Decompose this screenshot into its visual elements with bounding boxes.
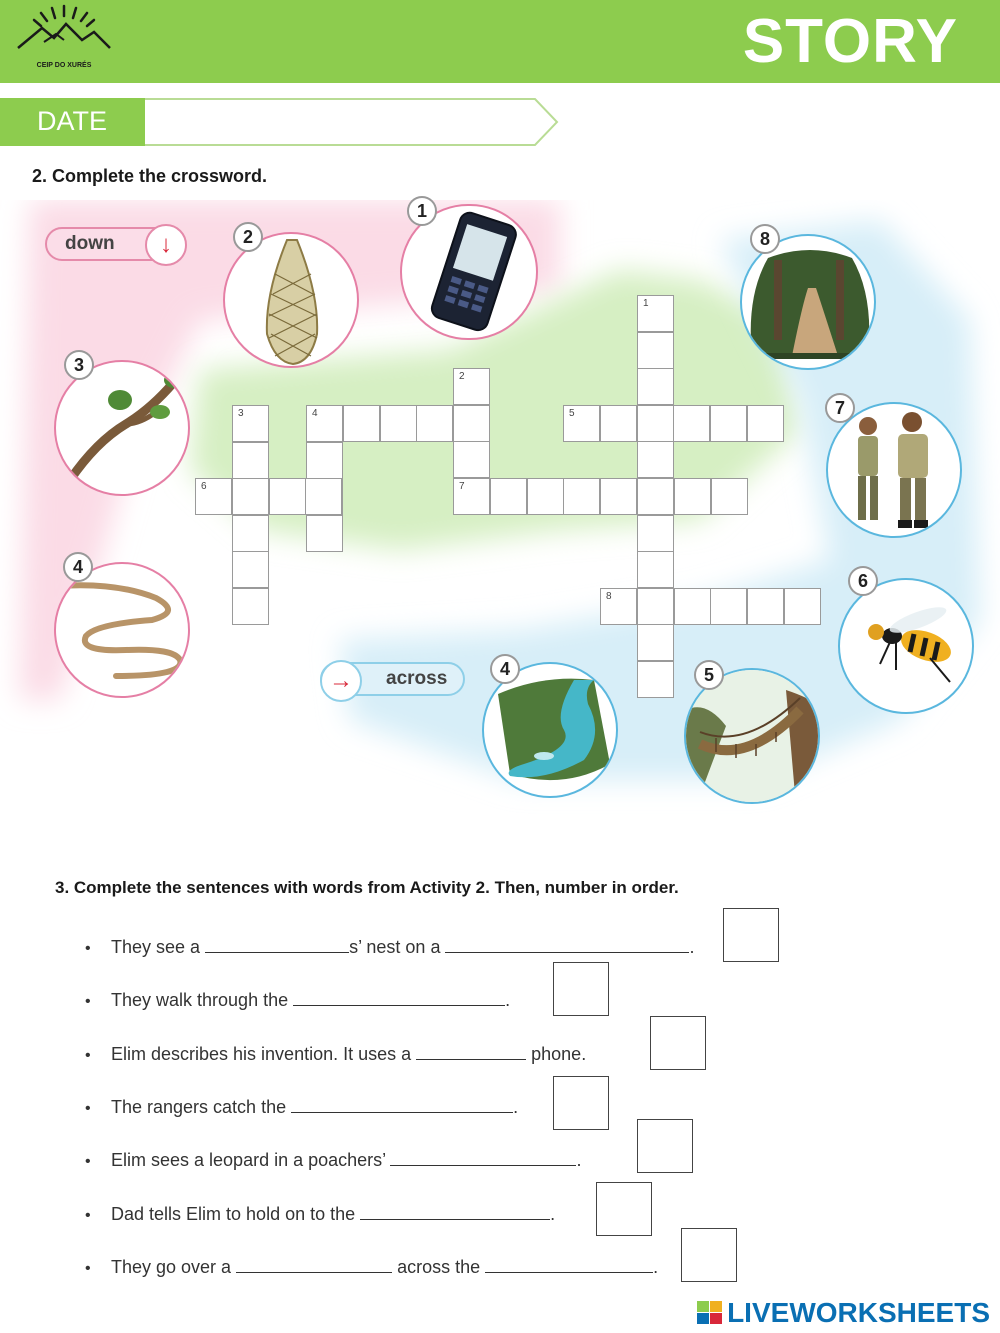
river-icon — [484, 664, 618, 798]
bullet-icon: • — [85, 940, 91, 957]
crossword-cell[interactable] — [637, 405, 674, 442]
arrow-down-icon: ↓ — [145, 224, 187, 266]
crossword-cell[interactable] — [232, 551, 269, 588]
crossword-cell[interactable] — [784, 588, 821, 625]
crossword-cell[interactable] — [711, 478, 748, 515]
sentence-1 — [85, 937, 694, 958]
crossword-clue-number: 3 — [238, 408, 244, 419]
crossword-cell[interactable] — [747, 588, 784, 625]
rangers-icon — [828, 404, 962, 538]
clue-number-across-6: 6 — [848, 566, 878, 596]
crossword-cell[interactable] — [563, 478, 600, 515]
bullet-icon: • — [85, 1207, 91, 1224]
crossword-cell[interactable] — [637, 332, 674, 369]
crossword-cell[interactable] — [232, 442, 269, 479]
clue-number-down-3: 3 — [64, 350, 94, 380]
sentence-4 — [85, 1097, 518, 1118]
crossword-cell[interactable] — [637, 368, 674, 405]
crossword-clue-number: 2 — [459, 371, 465, 382]
sentence-end: . — [513, 1097, 519, 1117]
crossword-clue-number: 4 — [312, 408, 318, 419]
crossword-cell[interactable] — [306, 442, 343, 479]
answer-blank[interactable] — [445, 937, 689, 953]
answer-blank[interactable] — [236, 1257, 392, 1273]
sentence-text: The rangers catch the — [111, 1097, 292, 1117]
order-number-box[interactable] — [553, 1076, 609, 1130]
order-number-box[interactable] — [637, 1119, 693, 1173]
liveworksheets-brand: LIVEWORKSHEETS — [727, 1297, 990, 1328]
clue-down-2-net — [223, 232, 359, 368]
crossword-cell[interactable] — [637, 624, 674, 661]
forest-path-icon — [742, 236, 876, 370]
sentence-2 — [85, 990, 510, 1011]
answer-blank[interactable] — [485, 1257, 653, 1273]
crossword-cell[interactable] — [600, 405, 637, 442]
crossword-cell[interactable] — [637, 661, 674, 698]
crossword-cell[interactable] — [747, 405, 784, 442]
answer-blank[interactable] — [390, 1150, 576, 1166]
branch-icon — [56, 362, 190, 496]
bullet-icon: • — [85, 1153, 91, 1170]
crossword-clue-number: 1 — [643, 298, 649, 309]
logo-text: CEIP DO XURÉS — [36, 62, 92, 69]
crossword-cell[interactable] — [306, 515, 343, 552]
clue-down-4-rope — [54, 562, 190, 698]
liveworksheets-logo-icon — [697, 1301, 723, 1325]
clue-number-down-4: 4 — [63, 552, 93, 582]
sentence-end: . — [576, 1150, 582, 1170]
down-label — [45, 227, 185, 261]
down-text: down — [65, 233, 115, 254]
order-number-box[interactable] — [553, 962, 609, 1016]
crossword-cell[interactable] — [673, 405, 710, 442]
sentence-7 — [85, 1257, 658, 1278]
crossword-cell[interactable] — [380, 405, 417, 442]
bullet-icon: • — [85, 993, 91, 1010]
order-number-box[interactable] — [596, 1182, 652, 1236]
crossword-cell[interactable] — [527, 478, 564, 515]
crossword-cell[interactable] — [674, 478, 711, 515]
bullet-icon: • — [85, 1047, 91, 1064]
answer-blank[interactable] — [360, 1204, 550, 1220]
clue-number-across-5: 5 — [694, 660, 724, 690]
crossword-cell[interactable] — [600, 478, 637, 515]
crossword-cell[interactable] — [710, 405, 747, 442]
clue-down-3-branch — [54, 360, 190, 496]
answer-blank[interactable] — [205, 937, 349, 953]
order-number-box[interactable] — [681, 1228, 737, 1282]
order-number-box[interactable] — [650, 1016, 706, 1070]
sentence-5 — [85, 1150, 582, 1171]
crossword-cell[interactable] — [637, 588, 674, 625]
activity3-title: 3. Complete the sentences with words from Activity 2. Then, number in order. — [55, 878, 679, 897]
clue-number-down-1: 1 — [407, 196, 437, 226]
crossword-cell[interactable] — [637, 478, 674, 515]
crossword-cell[interactable] — [490, 478, 527, 515]
activity2-title: 2. Complete the crossword. — [32, 166, 268, 186]
sentence-text: Elim sees a leopard in a poachers’ — [111, 1150, 391, 1170]
clue-number-across-4: 4 — [490, 654, 520, 684]
crossword-clue-number: 6 — [201, 481, 207, 492]
sentence-3 — [85, 1044, 586, 1065]
sentence-text: across the — [392, 1257, 486, 1277]
sentence-end: . — [689, 937, 695, 957]
order-number-box[interactable] — [723, 908, 779, 962]
crossword-clue-number: 5 — [569, 408, 575, 419]
clue-number-down-2: 2 — [233, 222, 263, 252]
clue-number-across-8: 8 — [750, 224, 780, 254]
crossword-cell[interactable] — [710, 588, 747, 625]
sentence-end: . — [550, 1204, 556, 1224]
crossword-cell[interactable] — [453, 441, 490, 478]
crossword-clue-number: 8 — [606, 591, 612, 602]
crossword-cell[interactable] — [453, 405, 490, 442]
crossword-cell[interactable] — [269, 478, 306, 515]
clue-across-8-forest-path — [740, 234, 876, 370]
sentence-text: They go over a — [111, 1257, 237, 1277]
sentence-text: They see a — [111, 937, 206, 957]
sentence-text: phone. — [526, 1044, 587, 1064]
date-label: DATE — [0, 98, 145, 146]
date-field[interactable] — [145, 98, 560, 146]
crossword-cell[interactable] — [232, 588, 269, 625]
sentence-text: s’ nest on a — [349, 937, 446, 957]
crossword-cell[interactable] — [232, 478, 269, 515]
crossword-cell[interactable] — [674, 588, 711, 625]
sentence-text: They walk through the — [111, 990, 294, 1010]
sentence-text: Dad tells Elim to hold on to the — [111, 1204, 361, 1224]
crossword-cell[interactable] — [343, 405, 380, 442]
bullet-icon: • — [85, 1260, 91, 1277]
answer-blank[interactable] — [291, 1097, 513, 1113]
crossword-cell[interactable] — [305, 478, 342, 515]
sentence-end: . — [653, 1257, 659, 1277]
bullet-icon: • — [85, 1100, 91, 1117]
net-icon — [225, 234, 359, 368]
arrow-right-icon: → — [320, 660, 362, 702]
crossword-cell[interactable] — [232, 515, 269, 552]
clue-number-across-7: 7 — [825, 393, 855, 423]
crossword-clue-number: 7 — [459, 481, 465, 492]
answer-blank[interactable] — [416, 1044, 526, 1060]
answer-blank[interactable] — [293, 990, 505, 1006]
sentence-6 — [85, 1204, 555, 1225]
clue-across-6-wasp — [838, 578, 974, 714]
crossword-cell[interactable] — [637, 551, 674, 588]
school-logo — [14, 4, 114, 80]
across-label — [320, 662, 465, 696]
sentence-end: . — [505, 990, 511, 1010]
clue-across-7-rangers — [826, 402, 962, 538]
mobile-phone-icon — [402, 206, 538, 340]
rope-bridge-icon — [686, 670, 820, 804]
across-text: across — [386, 668, 448, 689]
crossword-cell[interactable] — [637, 441, 674, 478]
sentence-text: Elim describes his invention. It uses a — [111, 1044, 417, 1064]
crossword-cell[interactable] — [416, 405, 453, 442]
crossword-cell[interactable] — [637, 515, 674, 552]
rope-icon — [56, 564, 190, 698]
page-title: STORY — [742, 7, 958, 76]
wasp-icon — [840, 580, 974, 714]
